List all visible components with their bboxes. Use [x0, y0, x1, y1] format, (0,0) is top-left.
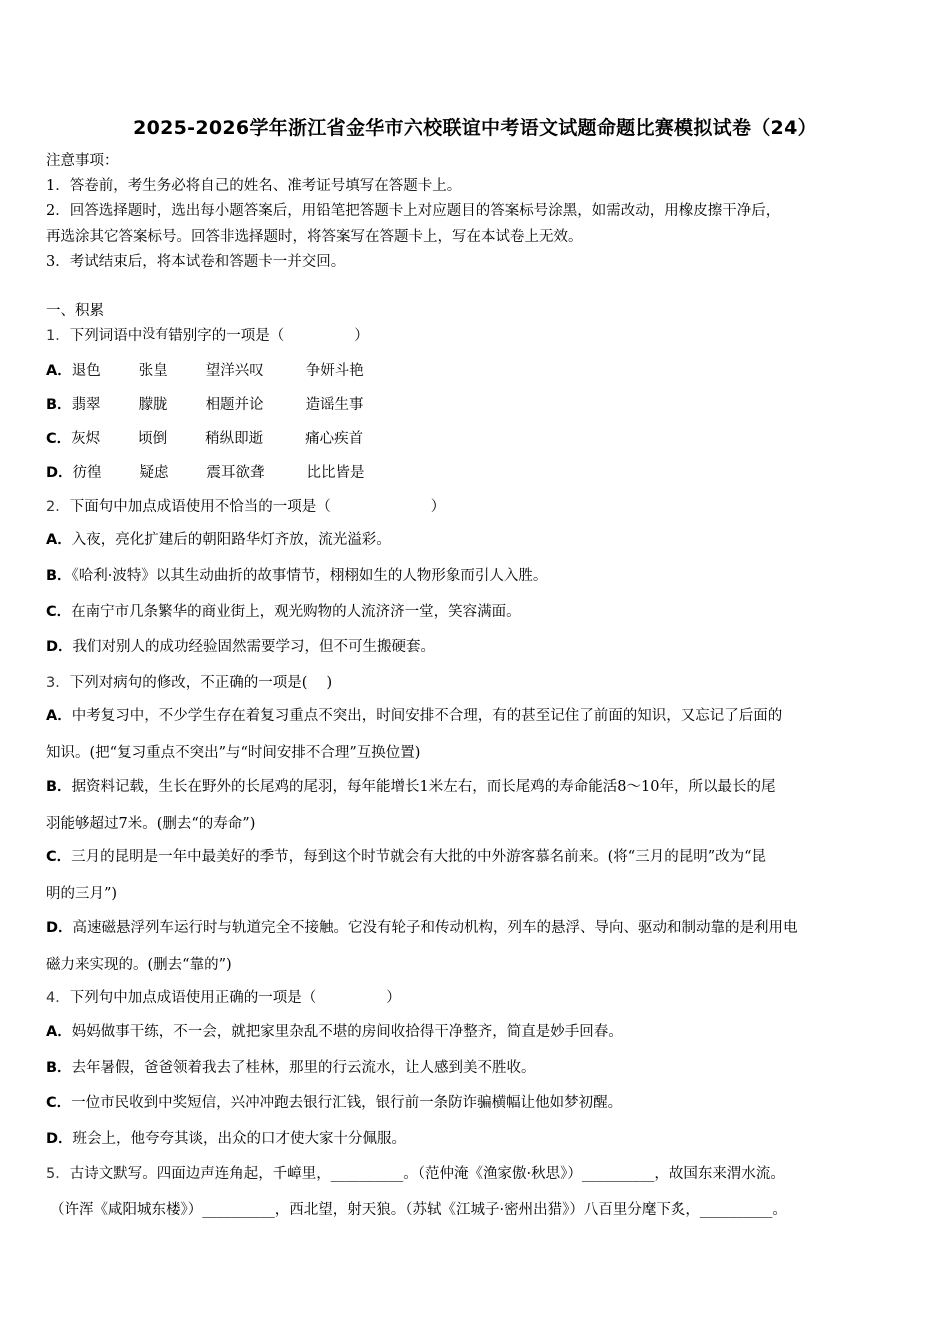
question-number: 5． — [46, 1166, 70, 1182]
notice-item: 1．答卷前，考生务必将自己的姓名、准考证号填写在答题卡上。 — [46, 178, 462, 194]
question-3-option-a: A．中考复习中，不少学生存在着复习重点不突出，时间安排不合理，有的甚至记住了前面的知识，又忘记了后面的 — [46, 708, 783, 724]
question-3-option-a-cont: 知识。(把“复习重点不突出”与“时间安排不合理”互换位置) — [46, 745, 421, 761]
option-label: D． — [46, 1131, 73, 1147]
section-heading: 一、积累 — [46, 303, 104, 319]
question-3-option-c-cont: 明的三月”) — [46, 886, 118, 902]
option-label: B． — [46, 1060, 72, 1076]
question-number: 4． — [46, 990, 70, 1006]
option-label: A． — [46, 1024, 72, 1040]
page-title: 2025-2026学年浙江省金华市六校联谊中考语文试题命题比赛模拟试卷（24） — [133, 117, 817, 139]
option-label: C． — [46, 1095, 72, 1111]
question-3-stem: 3．下列对病句的修改，不正确的一项是( ) — [46, 675, 333, 691]
option-label: B． — [46, 779, 72, 795]
question-1-stem: 1．下列词语中没有错别字的一项是（ ） — [46, 327, 369, 344]
option-label: A． — [46, 532, 72, 548]
question-2-option-c: C．在南宁市几条繁华的商业街上，观光购物的人流济济一堂，笑容满面。 — [46, 604, 521, 620]
question-1-option-c: C．灰烬 顷倒 稍纵即逝 痛心疾首 — [46, 431, 364, 447]
question-1-option-b: B．翡翠 朦胧 相题并论 造谣生事 — [46, 397, 364, 413]
option-label: D． — [46, 639, 73, 655]
question-2-option-a: A．入夜，亮化扩建后的朝阳路华灯齐放，流光溢彩。 — [46, 532, 391, 548]
option-label: D． — [46, 920, 73, 936]
question-number: 3． — [46, 675, 70, 691]
question-4-option-b: B．去年暑假，爸爸领着我去了桂林，那里的行云流水，让人感到美不胜收。 — [46, 1060, 536, 1076]
option-label: C． — [46, 431, 72, 447]
option-label: C． — [46, 604, 72, 620]
question-5-stem: 5．古诗文默写。四面边声连角起，千嶂里，__________。（范仲淹《渔家傲·秋思》）__________，故国东来渭水流。 — [46, 1166, 785, 1182]
question-number: 2． — [46, 499, 70, 515]
question-3-option-b-cont: 羽能够超过7米。(删去“的寿命”) — [46, 816, 256, 832]
question-2-option-d: D．我们对别人的成功经验固然需要学习，但不可生搬硬套。 — [46, 639, 436, 655]
question-3-option-c: C．三月的昆明是一年中最美好的季节，每到这个时节就会有大批的中外游客慕名前来。(将“三月的昆明”改为“昆 — [46, 849, 767, 865]
question-4-option-d: D．班会上，他夸夸其谈，出众的口才使大家十分佩服。 — [46, 1131, 407, 1147]
question-1-option-a: A．退色 张皇 望洋兴叹 争妍斗艳 — [46, 363, 364, 379]
notice-item: 再选涂其它答案标号。回答非选择题时，将答案写在答题卡上，写在本试卷上无效。 — [46, 229, 583, 245]
question-5-cont: （许浑《咸阳城东楼》）__________，西北望，射天狼。（苏轼《江城子·密州出猎》）八百里分麾下炙，__________。 — [50, 1202, 787, 1218]
question-1-option-d: D．彷徨 疑虑 震耳欲聋 比比皆是 — [46, 465, 365, 481]
notice-heading: 注意事项： — [46, 153, 119, 169]
notice-item: 2．回答选择题时，选出每小题答案后，用铅笔把答题卡上对应题目的答案标号涂黑，如需改动，用橡皮擦干净后， — [46, 203, 781, 219]
question-3-option-d-cont: 磁力来实现的。(删去“靠的”) — [46, 957, 232, 973]
question-3-option-d: D．高速磁悬浮列车运行时与轨道完全不接触。它没有轮子和传动机构，列车的悬浮、导向、驱动和制动靠的是利用电 — [46, 920, 798, 936]
option-label: A． — [46, 363, 72, 379]
question-number: 1． — [46, 328, 70, 344]
question-3-option-b: B．据资料记载，生长在野外的长尾鸡的尾羽，每年能增长1米左右，而长尾鸡的寿命能活8～10年，所以最长的尾 — [46, 779, 776, 795]
question-4-stem: 4．下列句中加点成语使用正确的一项是（ ） — [46, 990, 401, 1006]
option-label: C． — [46, 849, 72, 865]
question-2-option-b: B．《哈利·波特》以其生动曲折的故事情节，栩栩如生的人物形象而引人入胜。 — [46, 568, 548, 584]
question-2-stem: 2．下面句中加点成语使用不恰当的一项是（ ） — [46, 499, 446, 515]
option-label: B． — [46, 397, 72, 413]
option-label: B． — [46, 568, 72, 584]
option-label: D． — [46, 465, 73, 481]
option-label: A． — [46, 708, 72, 724]
notice-item: 3．考试结束后，将本试卷和答题卡一并交回。 — [46, 254, 346, 270]
question-4-option-a: A．妈妈做事干练，不一会，就把家里杂乱不堪的房间收拾得干净整齐，简直是妙手回春。 — [46, 1024, 623, 1040]
question-4-option-c: C．一位市民收到中奖短信，兴冲冲跑去银行汇钱，银行前一条防诈骗横幅让他如梦初醒。 — [46, 1095, 623, 1111]
